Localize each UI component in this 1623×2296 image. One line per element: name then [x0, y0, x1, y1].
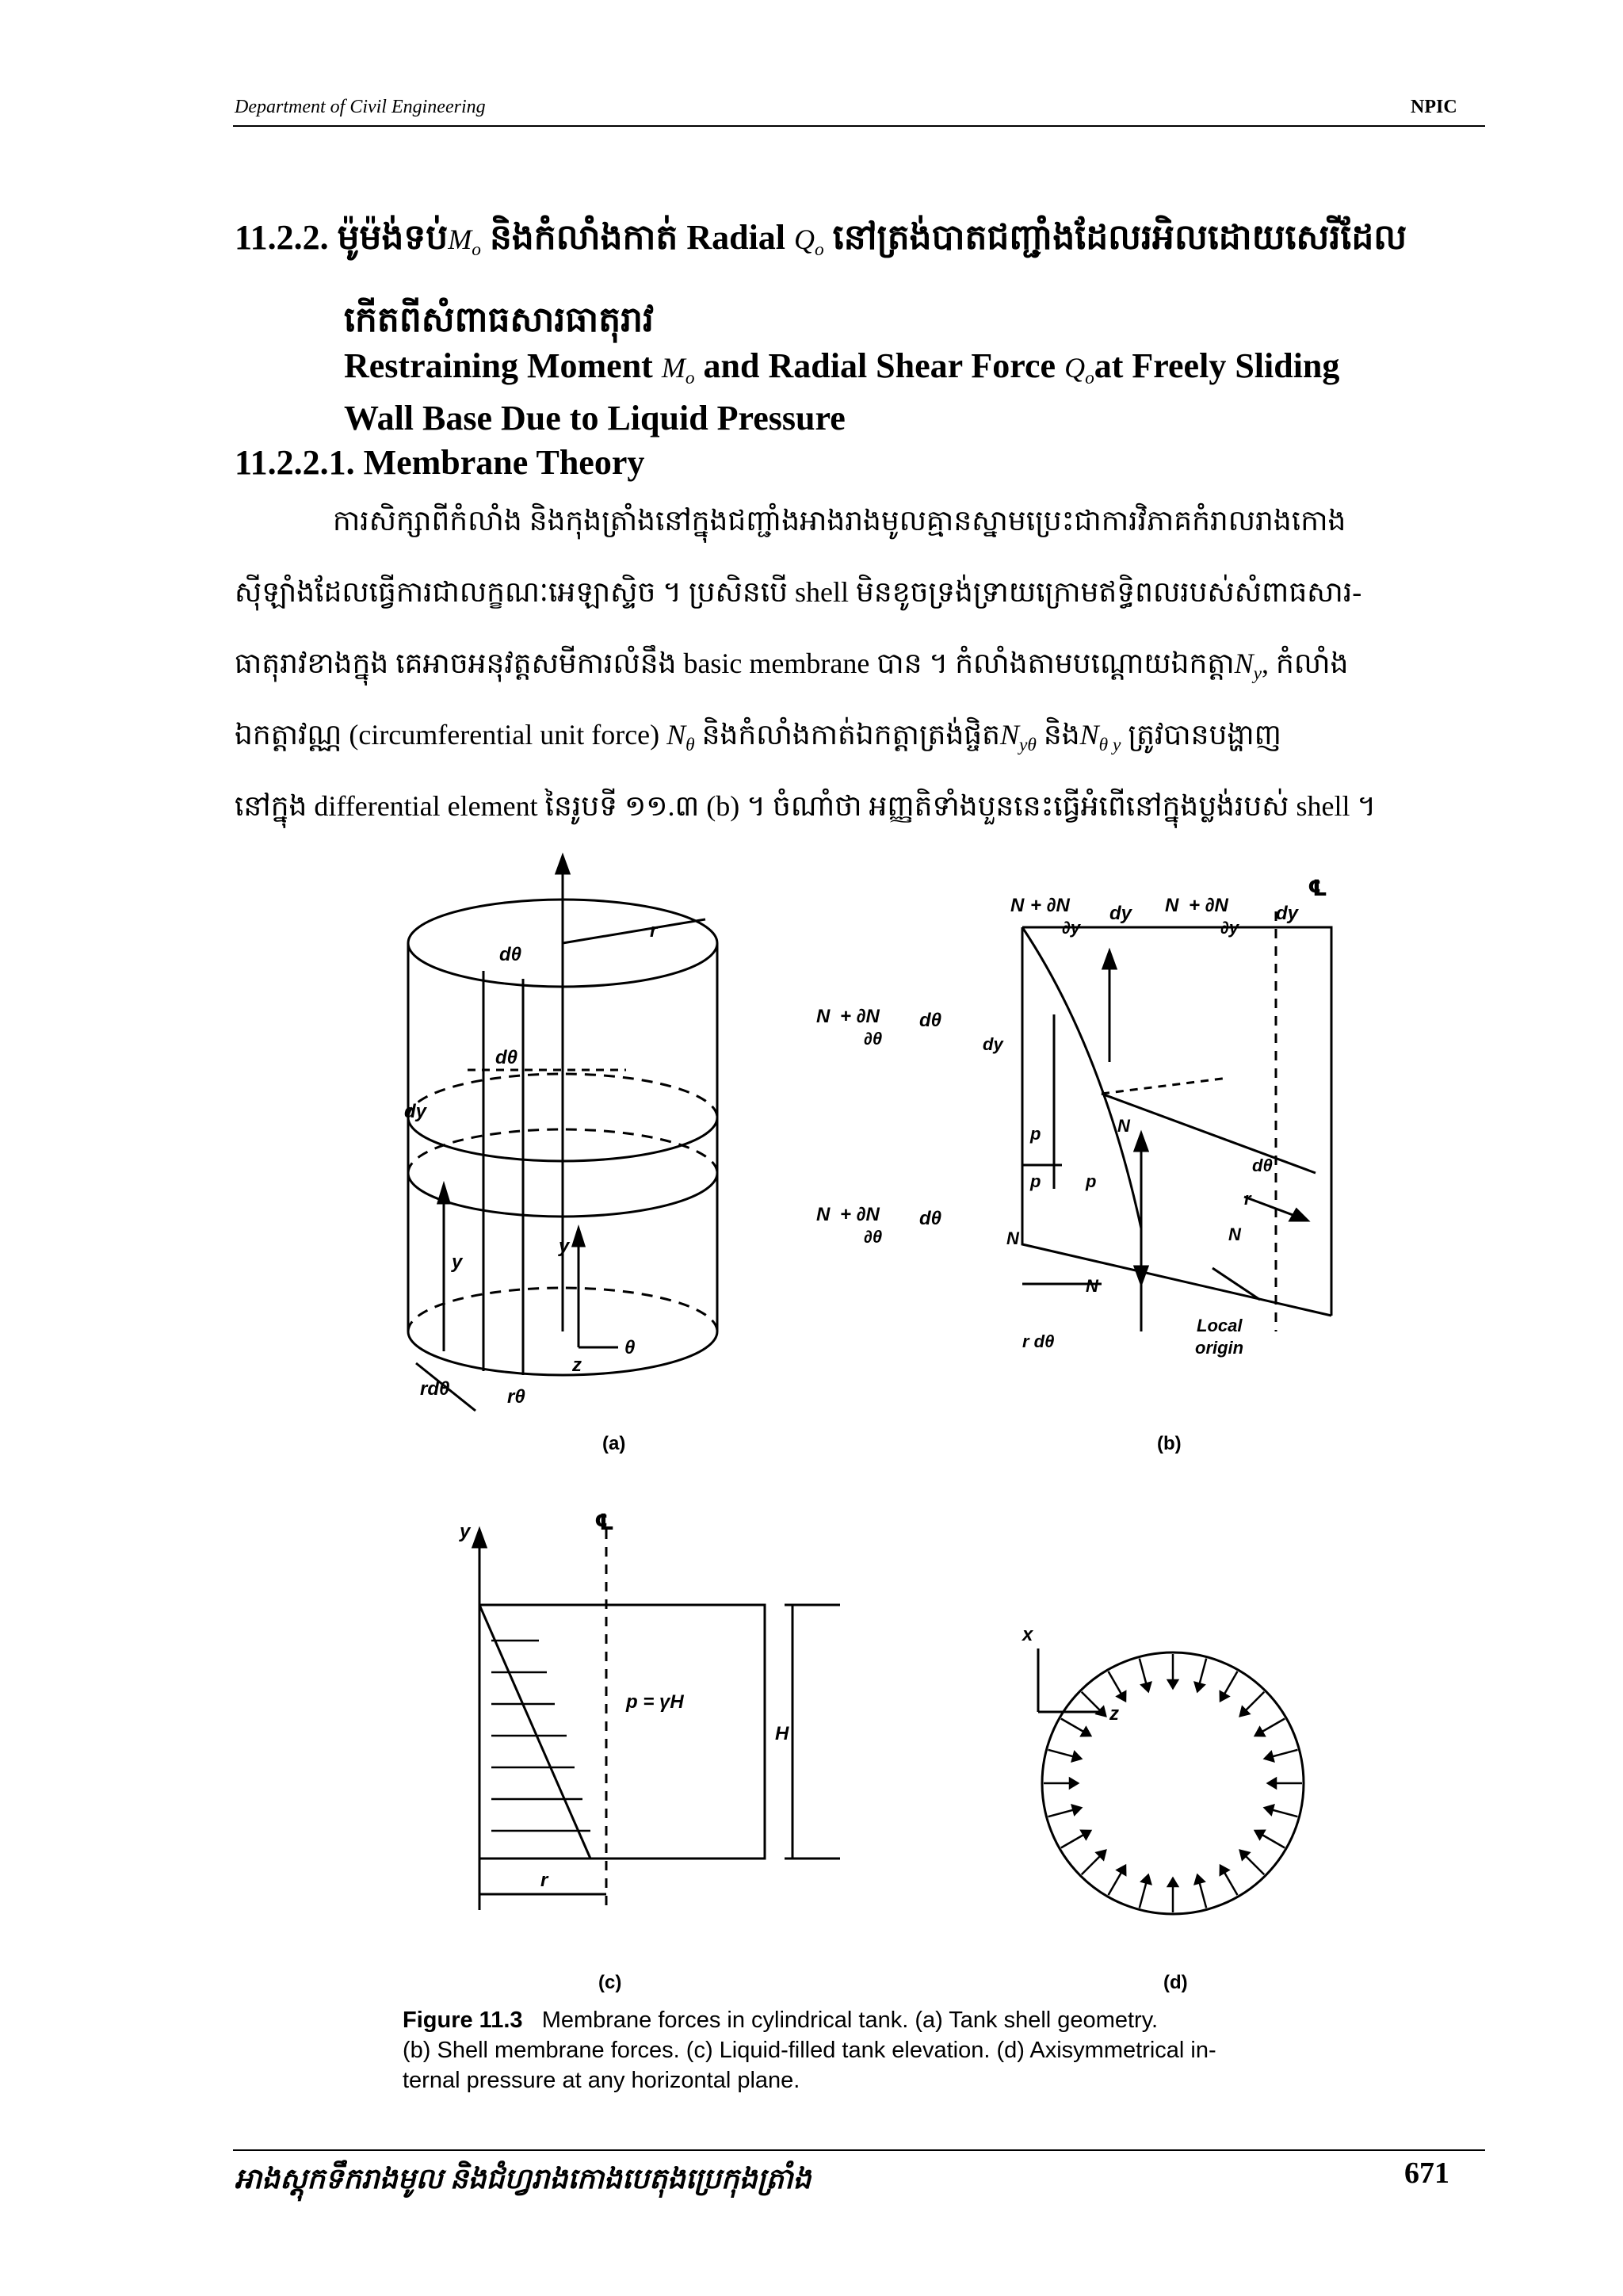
radial-arrowhead	[1220, 1866, 1228, 1875]
paragraph-line2: ស៊ីឡាំងដែលធ្វើការជាលក្ខណៈអេឡាស្ទិច ។ ប្រសិនបើ shell មិនខូចទ្រង់ទ្រាយក្រោមឥទ្ធិពលរបស់សំពាធសារ-	[235, 576, 1362, 608]
label-r: r	[650, 920, 658, 942]
radial-arrowhead	[1117, 1866, 1125, 1875]
label-pz: p	[1030, 1124, 1041, 1144]
tank-outline	[479, 1605, 765, 1859]
label-ny-top: N	[1010, 895, 1025, 916]
label-rdtheta-b: r dθ	[1022, 1331, 1055, 1351]
section-heading-line1	[235, 212, 1407, 275]
label-ptheta: p	[1086, 1171, 1097, 1191]
radial-arrowhead	[1081, 1831, 1090, 1839]
section-number: 11.2.2.	[235, 218, 329, 257]
svg-text:origin: origin	[1195, 1338, 1244, 1358]
radial-arrowhead	[1072, 1752, 1081, 1762]
radial-arrowhead	[1255, 1728, 1265, 1736]
radial-arrowhead	[1195, 1683, 1205, 1691]
label-y-axis: y	[559, 1236, 570, 1257]
var-m: $M_o$	[448, 223, 481, 261]
subsection-title: 11.2.2.1. Membrane Theory	[235, 443, 645, 482]
svg-text:+ ∂N: + ∂N	[1189, 895, 1228, 916]
label-ny: N	[1086, 1276, 1098, 1296]
figure-label-b: (b)	[1157, 1433, 1182, 1454]
svg-text:Local: Local	[1197, 1316, 1243, 1335]
section-heading-en-line2: Wall Base Due to Liquid Pressure	[344, 399, 846, 437]
radial-arrowhead	[1265, 1752, 1274, 1762]
figure-a-cylinder	[388, 856, 737, 1408]
radial-arrowhead	[1265, 1805, 1274, 1815]
pressure-arrows	[491, 1641, 590, 1831]
radial-arrowhead	[1072, 1805, 1081, 1815]
figure-d-circle	[1006, 1617, 1339, 1950]
paragraph-line1: ការសិក្សាពីកំលាំង និងកុងត្រាំងនៅក្នុងជញ្ជាំងអាងរាងមូលគ្មានស្នាមប្រេះជាការវិភាគកំរាលរាងកោង	[333, 505, 1346, 537]
figure-caption-line2: (b) Shell membrane forces. (c) Liquid-filled tank elevation. (d) Axisymmetrical in-	[403, 2038, 1216, 2063]
svg-text:dθ: dθ	[919, 1010, 942, 1031]
header-department: Department of Civil Engineering	[235, 97, 486, 117]
radial-arrowhead	[1081, 1728, 1090, 1736]
page-number: 671	[1404, 2157, 1449, 2190]
var-q: $Q_o$	[794, 223, 824, 261]
radial-arrowhead	[1117, 1691, 1125, 1701]
svg-text:dθ: dθ	[919, 1208, 942, 1229]
radial-arrowhead	[1268, 1778, 1276, 1788]
label-nytheta: N	[1006, 1228, 1019, 1248]
label-ntheta-left: N	[816, 1006, 831, 1027]
centerline-symbol: ℄	[1308, 876, 1328, 900]
svg-text:dy: dy	[983, 1034, 1003, 1054]
label-nthetay-left: N	[816, 1204, 831, 1225]
section-kh-mid: និងកំលាំងកាត់ Radial	[489, 218, 786, 257]
svg-text:∂θ: ∂θ	[864, 1029, 883, 1049]
figure-caption-line3: ternal pressure at any horizontal plane.	[403, 2068, 800, 2093]
label-ny-plus: + ∂N	[1030, 895, 1070, 916]
radial-arrowhead	[1142, 1875, 1151, 1884]
section-heading-en-line1: Restraining Moment $M_o$ and Radial Shear Force $Q_oat$ Freely Sliding	[344, 346, 1340, 389]
label-rdtheta: rdθ	[420, 1378, 450, 1400]
radial-arrowhead	[1255, 1831, 1265, 1839]
label-dy: dy	[404, 1101, 427, 1122]
centerline-symbol-c: ℄	[594, 1510, 615, 1534]
label-dtheta-mid: dθ	[495, 1047, 518, 1068]
figure-label-a: (a)	[602, 1433, 626, 1454]
label-ntheta: N	[1228, 1224, 1241, 1244]
label-nthetay: N	[1117, 1116, 1130, 1136]
header-rule	[233, 125, 1485, 127]
section-heading-line2: កើតពីសំពាធសារធាតុរាវ	[344, 300, 655, 339]
figure-b-element	[800, 876, 1347, 1395]
figure-c-elevation	[444, 1510, 840, 1926]
label-x-d: x	[1022, 1624, 1033, 1645]
radial-arrowhead	[1168, 1680, 1178, 1688]
radial-arrowhead	[1168, 1878, 1178, 1886]
label-z: z	[572, 1354, 582, 1376]
radial-arrowhead	[1142, 1683, 1151, 1691]
label-y-c: y	[460, 1521, 471, 1542]
figure-label-d: (d)	[1163, 1972, 1188, 1993]
footer-title: អាងស្តុកទឹករាងមូល និងជំហ្វរាងកោងបេតុងប្រេកុងត្រាំង	[235, 2163, 812, 2195]
section-kh-post: នៅត្រង់បាតជញ្ជាំងដែលរអិលដោយសេរីដែល	[832, 218, 1407, 257]
label-py: p	[1030, 1171, 1041, 1191]
figure-label-c: (c)	[598, 1972, 622, 1993]
label-y: y	[452, 1251, 463, 1273]
cylinder-bottom-front	[408, 1331, 717, 1375]
header-institute: NPIC	[1411, 97, 1457, 117]
label-theta: θ	[624, 1337, 636, 1358]
radius-line	[563, 919, 705, 943]
label-rtheta: rθ	[507, 1386, 525, 1408]
paragraph-line4: ឯកត្តាវណ្ណ (circumferential unit force) $N_\theta$ និងកំលាំងកាត់ឯកត្តាត្រង់ផ្ចិត$N_{y\theta}$ និង$N_{\theta y}$ ត្រូវបានបង្ហាញ	[235, 719, 1281, 756]
paragraph-line5: នៅក្នុង differential element នៃរូបទី ១១.៣ (b) ។ ចំណាំថា អញ្ញតិទាំងបួននេះធ្វើអំពើនៅក្នុងប្លង់របស់ shell ។	[235, 790, 1377, 822]
svg-text:∂y: ∂y	[1062, 918, 1081, 938]
svg-text:dθ: dθ	[1252, 1156, 1273, 1175]
svg-text:+ ∂N: + ∂N	[840, 1204, 880, 1225]
label-H: H	[775, 1723, 789, 1744]
paragraph-line3: ធាតុរាវខាងក្នុង គេអាចអនុវត្តសមីការលំនឹង basic membrane បាន ។ កំលាំងតាមបណ្តោយឯកត្តា$N_y$, កំលាំង	[235, 648, 1349, 685]
label-dtheta-top: dθ	[499, 944, 522, 965]
svg-text:∂θ: ∂θ	[864, 1227, 883, 1247]
figure-caption-line1: Figure 11.3 Membrane forces in cylindrical tank. (a) Tank shell geometry.	[403, 2008, 1159, 2033]
label-r-c: r	[540, 1870, 548, 1891]
footer-rule	[233, 2149, 1485, 2151]
pressure-line	[479, 1605, 590, 1859]
svg-text:∂y: ∂y	[1220, 918, 1239, 938]
radial-pressure-arrows	[1044, 1654, 1302, 1912]
svg-text:+ ∂N: + ∂N	[840, 1006, 880, 1027]
svg-text:dy: dy	[1276, 903, 1299, 924]
radial-arrowhead	[1220, 1691, 1228, 1701]
section-kh-pre: ម៉ូម៉ង់ទប់	[337, 218, 449, 257]
label-nytheta-top: N	[1165, 895, 1179, 916]
label-z-d: z	[1109, 1703, 1119, 1725]
svg-text:r: r	[1244, 1189, 1251, 1209]
axis-arrow	[556, 856, 569, 873]
svg-text:dy: dy	[1109, 903, 1132, 924]
radial-arrowhead	[1195, 1875, 1205, 1884]
pressure-circle	[1042, 1652, 1304, 1914]
label-pressure: p = γH	[626, 1691, 684, 1713]
radial-arrowhead	[1070, 1778, 1078, 1788]
